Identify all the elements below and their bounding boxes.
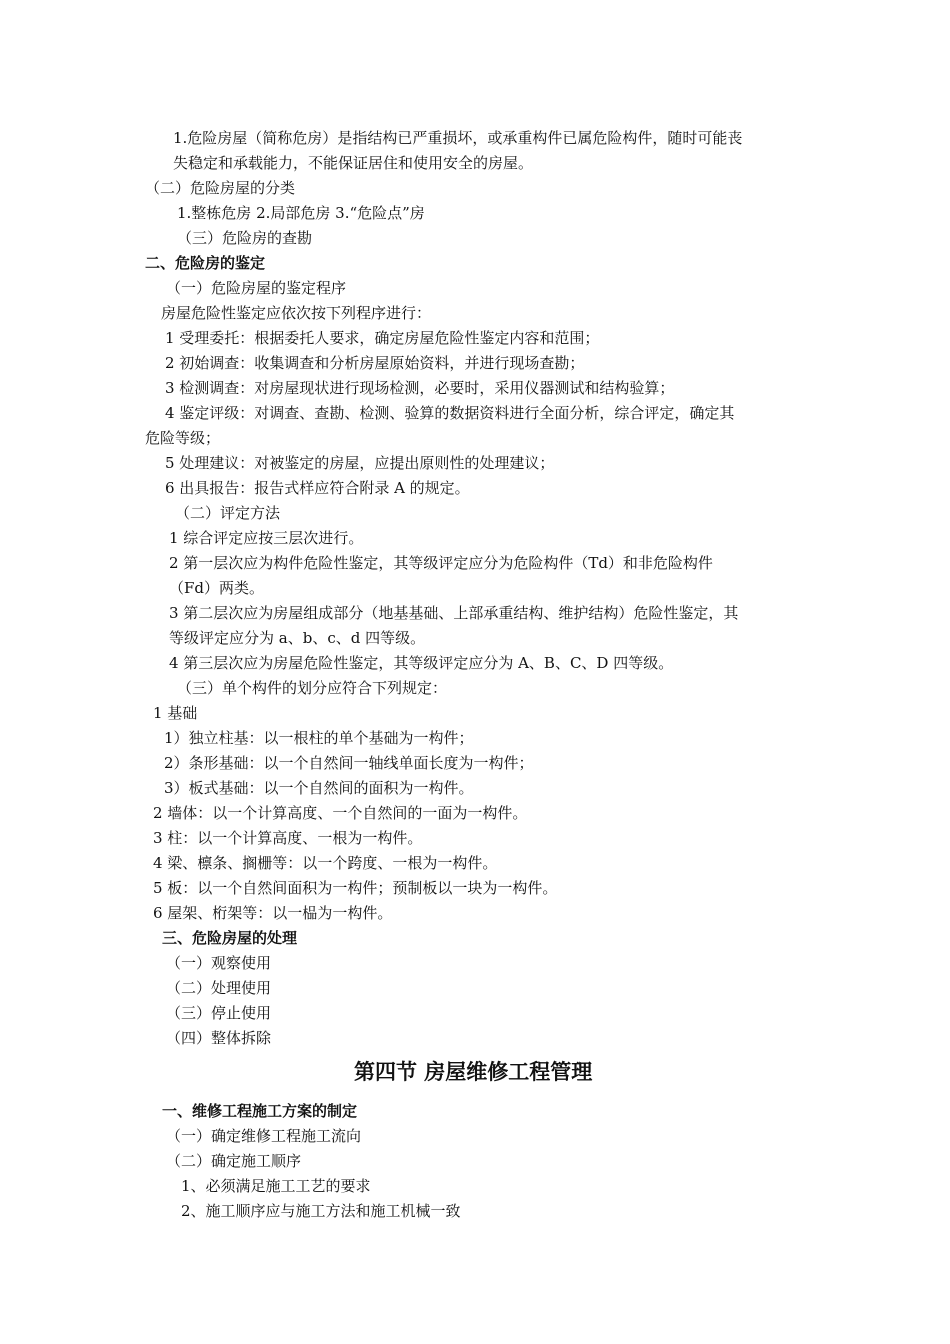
list-item: 5 处理建议：对被鉴定的房屋，应提出原则性的处理建议；: [165, 454, 555, 472]
list-item: 2 初始调查：收集调查和分析房屋原始资料，并进行现场查勘；: [165, 354, 585, 372]
list-item: （一）观察使用: [166, 954, 272, 972]
list-item: 6 屋架、桁架等：以一榀为一构件。: [153, 904, 393, 922]
list-item: 3 柱：以一个计算高度、一根为一构件。: [153, 829, 423, 847]
list-item: 6 出具报告：报告式样应符合附录 A 的规定。: [165, 479, 470, 497]
list-item: 2 墙体：以一个计算高度、一个自然间的一面为一构件。: [153, 804, 528, 822]
list-item: 2）条形基础：以一个自然间一轴线单面长度为一构件；: [164, 754, 534, 772]
subheading: （二）确定施工顺序: [166, 1152, 302, 1170]
subheading: （三）危险房的查勘: [177, 229, 313, 247]
list-item: 3 第二层次应为房屋组成部分（地基基础、上部承重结构、维护结构）危险性鉴定，其: [169, 604, 739, 622]
subheading: （三）单个构件的划分应符合下列规定：: [177, 679, 448, 697]
section-heading: 三、危险房屋的处理: [162, 929, 298, 947]
list-item: （三）停止使用: [166, 1004, 272, 1022]
subheading: （二）危险房屋的分类: [145, 179, 296, 197]
list-item: 3 检测调查：对房屋现状进行现场检测，必要时，采用仪器测试和结构验算；: [165, 379, 675, 397]
section-heading: 一、维修工程施工方案的制定: [162, 1102, 358, 1120]
subheading: （一）确定维修工程施工流向: [166, 1127, 362, 1145]
paragraph-line: 房屋危险性鉴定应依次按下列程序进行：: [161, 304, 432, 322]
list-item: 4 鉴定评级：对调查、查勘、检测、验算的数据资料进行全面分析，综合评定，确定其: [165, 404, 735, 422]
chapter-title: 第四节 房屋维修工程管理: [354, 1060, 593, 1084]
section-heading: 二、危险房的鉴定: [145, 254, 266, 272]
list-item: 4 第三层次应为房屋危险性鉴定，其等级评定应分为 A、B、C、D 四等级。: [169, 654, 674, 672]
list-item: 1、必须满足施工工艺的要求: [181, 1177, 371, 1195]
list-item: 4 梁、檩条、搁栅等：以一个跨度、一根为一构件。: [153, 854, 498, 872]
list-item: 5 板：以一个自然间面积为一构件；预制板以一块为一构件。: [153, 879, 558, 897]
list-item: 2、施工顺序应与施工方法和施工机械一致: [181, 1202, 461, 1220]
subheading: （一）危险房屋的鉴定程序: [166, 279, 347, 297]
paragraph-line: 1.危险房屋（简称危房）是指结构已严重损坏，或承重构件已属危险构件，随时可能丧: [173, 129, 743, 147]
subheading: （二）评定方法: [175, 504, 281, 522]
list-item: 1 综合评定应按三层次进行。: [169, 529, 364, 547]
list-item: 2 第一层次应为构件危险性鉴定，其等级评定应分为危险构件（Td）和非危险构件: [169, 554, 713, 572]
list-item: （四）整体拆除: [166, 1029, 272, 1047]
list-item: 1）独立柱基：以一根柱的单个基础为一构件；: [164, 729, 474, 747]
paragraph-line: 1.整栋危房 2.局部危房 3.“危险点”房: [177, 204, 425, 222]
paragraph-line: 失稳定和承载能力，不能保证居住和使用安全的房屋。: [173, 154, 534, 172]
list-item-continuation: 等级评定应分为 a、b、c、d 四等级。: [169, 629, 426, 647]
list-item: 1 基础: [153, 704, 198, 722]
list-item: 1 受理委托：根据委托人要求，确定房屋危险性鉴定内容和范围；: [165, 329, 600, 347]
list-item-continuation: （Fd）两类。: [169, 579, 265, 597]
list-item: （二）处理使用: [166, 979, 272, 997]
list-item-continuation: 危险等级；: [145, 429, 221, 447]
list-item: 3）板式基础：以一个自然间的面积为一构件。: [164, 779, 474, 797]
